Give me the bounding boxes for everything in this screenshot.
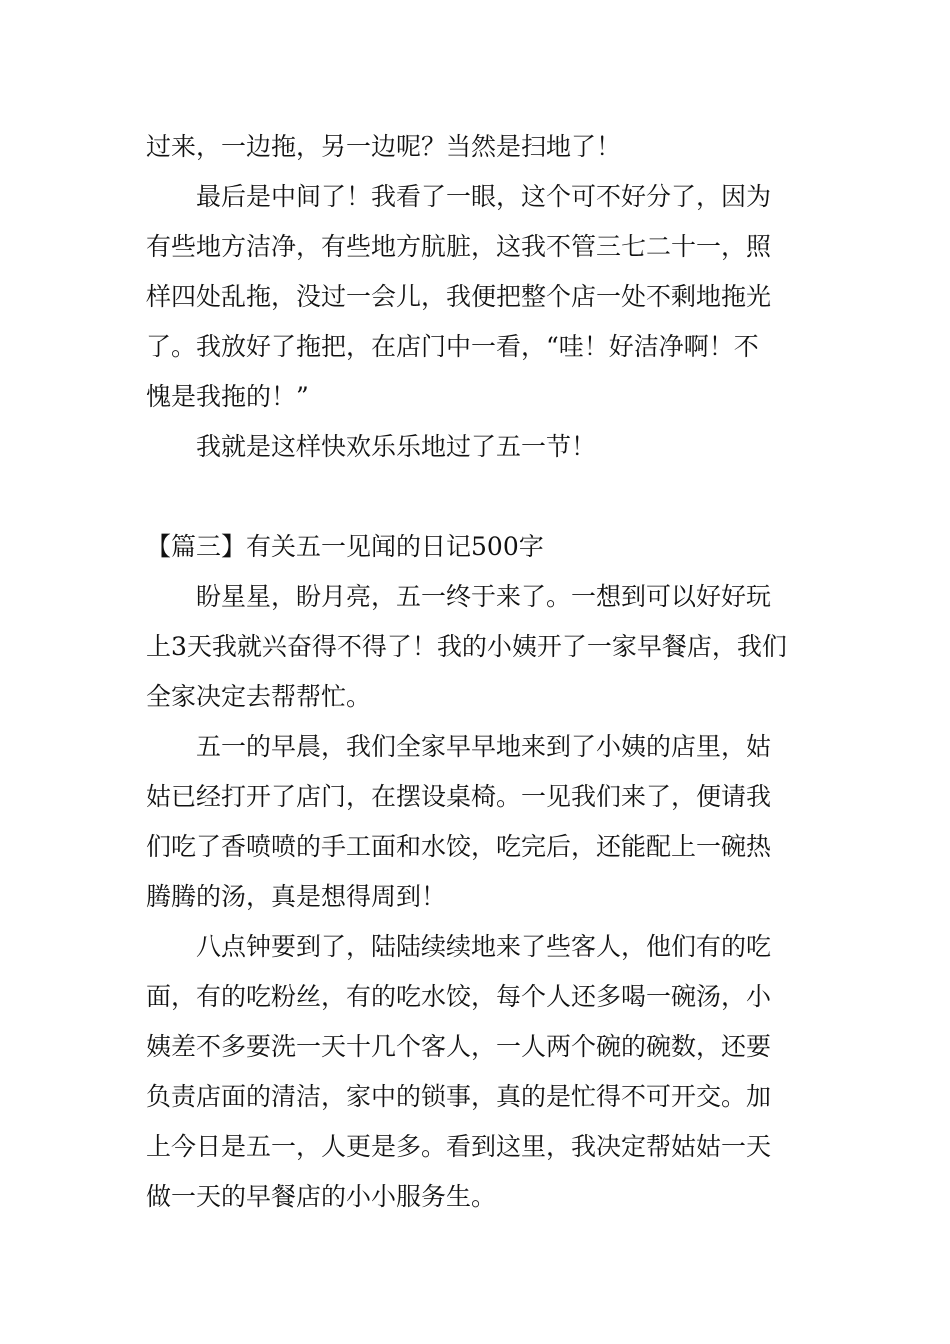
text-line: 做一天的早餐店的小小服务生。 [146, 1182, 497, 1211]
text-line: 上今日是五一，人更是多。看到这里，我决定帮姑姑一天 [146, 1132, 772, 1161]
text-line: 样四处乱拖，没过一会儿，我便把整个店一处不剩地拖光 [146, 282, 772, 311]
text-line: 们吃了香喷喷的手工面和水饺，吃完后，还能配上一碗热 [146, 832, 772, 861]
text-line: 腾腾的汤，真是想得周到！ [146, 882, 447, 911]
text-line: 有些地方洁净，有些地方肮脏，这我不管三七二十一，照 [146, 232, 772, 261]
text-line: 姑已经打开了店门，在摆设桌椅。一见我们来了，便请我 [146, 782, 772, 811]
text-line: 盼星星，盼月亮，五一终于来了。一想到可以好好玩 [196, 582, 772, 611]
text-line: 最后是中间了！我看了一眼，这个可不好分了，因为 [196, 182, 772, 211]
text-line: 面，有的吃粉丝，有的吃水饺，每个人还多喝一碗汤，小 [146, 982, 772, 1011]
text-line: 愧是我拖的！” [146, 382, 309, 411]
text-line: 了。我放好了拖把，在店门中一看，“哇！好洁净啊！不 [146, 332, 759, 361]
text-line: 姨差不多要洗一天十几个客人，一人两个碗的碗数，还要 [146, 1032, 772, 1061]
text-line: 八点钟要到了，陆陆续续地来了些客人，他们有的吃 [196, 932, 772, 961]
text-line: 我就是这样快欢乐乐地过了五一节！ [196, 432, 597, 461]
section-heading: 【篇三】有关五一见闻的日记500字 [146, 532, 544, 561]
text-line: 负责店面的清洁，家中的锁事，真的是忙得不可开交。加 [146, 1082, 772, 1111]
text-line: 全家决定去帮帮忙。 [146, 682, 372, 711]
text-line: 过来，一边拖，另一边呢？当然是扫地了！ [146, 132, 622, 161]
text-line: 上3天我就兴奋得不得了！我的小姨开了一家早餐店，我们 [146, 632, 787, 661]
text-line: 五一的早晨，我们全家早早地来到了小姨的店里，姑 [196, 732, 772, 761]
